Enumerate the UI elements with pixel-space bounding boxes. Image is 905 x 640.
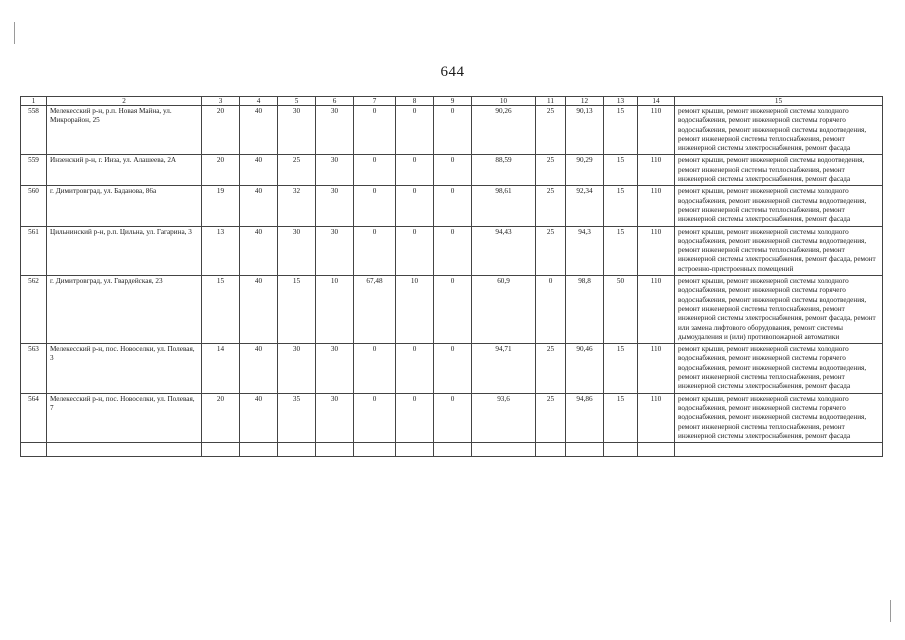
value-cell: 0 bbox=[434, 106, 472, 155]
value-cell: 20 bbox=[202, 393, 240, 442]
empty-cell bbox=[202, 443, 240, 457]
value-cell: 0 bbox=[396, 106, 434, 155]
value-cell: 40 bbox=[240, 186, 278, 226]
value-cell: 50 bbox=[604, 276, 638, 344]
col-header: 1 bbox=[21, 97, 47, 106]
row-number: 558 bbox=[21, 106, 47, 155]
value-cell: 0 bbox=[396, 344, 434, 393]
value-cell: 90,26 bbox=[472, 106, 536, 155]
value-cell: 98,8 bbox=[566, 276, 604, 344]
value-cell: 90,29 bbox=[566, 155, 604, 186]
table-row bbox=[21, 393, 883, 442]
address-cell: Цильнинский р-н, р.п. Цильна, ул. Гагарина, 3 bbox=[47, 226, 202, 275]
value-cell: 0 bbox=[354, 393, 396, 442]
col-header: 9 bbox=[434, 97, 472, 106]
works-cell: ремонт крыши, ремонт инженерной системы холодного водоснабжения, ремонт инженерной системы горячего водоснабжения, ремонт инженерной системы водоотведения, ремонт инженерной системы теплоснабжения, ремонт инженерной системы электроснабжения, ремонт фасада bbox=[675, 393, 883, 442]
col-header: 4 bbox=[240, 97, 278, 106]
value-cell: 15 bbox=[604, 344, 638, 393]
row-number: 561 bbox=[21, 226, 47, 275]
empty-cell bbox=[472, 443, 536, 457]
value-cell: 94,43 bbox=[472, 226, 536, 275]
page-number: 644 bbox=[440, 64, 465, 80]
value-cell: 30 bbox=[316, 226, 354, 275]
empty-cell bbox=[638, 443, 675, 457]
col-header: 3 bbox=[202, 97, 240, 106]
empty-cell bbox=[675, 443, 883, 457]
value-cell: 30 bbox=[278, 226, 316, 275]
value-cell: 110 bbox=[638, 344, 675, 393]
row-number: 563 bbox=[21, 344, 47, 393]
value-cell: 35 bbox=[278, 393, 316, 442]
value-cell: 88,59 bbox=[472, 155, 536, 186]
col-header: 7 bbox=[354, 97, 396, 106]
value-cell: 30 bbox=[316, 393, 354, 442]
col-header: 8 bbox=[396, 97, 434, 106]
value-cell: 110 bbox=[638, 393, 675, 442]
col-header: 13 bbox=[604, 97, 638, 106]
value-cell: 0 bbox=[434, 186, 472, 226]
value-cell: 19 bbox=[202, 186, 240, 226]
left-margin-mark bbox=[14, 22, 15, 44]
value-cell: 94,71 bbox=[472, 344, 536, 393]
row-number: 562 bbox=[21, 276, 47, 344]
value-cell: 90,46 bbox=[566, 344, 604, 393]
value-cell: 0 bbox=[354, 106, 396, 155]
empty-cell bbox=[278, 443, 316, 457]
col-header: 11 bbox=[536, 97, 566, 106]
value-cell: 14 bbox=[202, 344, 240, 393]
table-row bbox=[21, 106, 883, 155]
empty-cell bbox=[47, 443, 202, 457]
row-number: 559 bbox=[21, 155, 47, 186]
row-number: 564 bbox=[21, 393, 47, 442]
value-cell: 32 bbox=[278, 186, 316, 226]
value-cell: 0 bbox=[434, 344, 472, 393]
value-cell: 30 bbox=[316, 106, 354, 155]
value-cell: 40 bbox=[240, 393, 278, 442]
value-cell: 25 bbox=[536, 186, 566, 226]
value-cell: 15 bbox=[604, 186, 638, 226]
value-cell: 0 bbox=[396, 186, 434, 226]
value-cell: 40 bbox=[240, 276, 278, 344]
col-header: 12 bbox=[566, 97, 604, 106]
empty-cell bbox=[604, 443, 638, 457]
address-cell: Инзенский р-н, г. Инза, ул. Алашеева, 2А bbox=[47, 155, 202, 186]
empty-cell bbox=[354, 443, 396, 457]
value-cell: 0 bbox=[354, 186, 396, 226]
value-cell: 15 bbox=[202, 276, 240, 344]
works-cell: ремонт крыши, ремонт инженерной системы холодного водоснабжения, ремонт инженерной системы водоотведения, ремонт инженерной системы теплоснабжения, ремонт инженерной системы электроснабжения, ремонт фасада, ремонт встроенно-пристроенных помещений bbox=[675, 226, 883, 275]
value-cell: 30 bbox=[278, 344, 316, 393]
empty-cell bbox=[434, 443, 472, 457]
empty-cell bbox=[316, 443, 354, 457]
value-cell: 25 bbox=[536, 155, 566, 186]
row-number: 560 bbox=[21, 186, 47, 226]
value-cell: 94,3 bbox=[566, 226, 604, 275]
value-cell: 30 bbox=[278, 106, 316, 155]
value-cell: 110 bbox=[638, 276, 675, 344]
value-cell: 15 bbox=[604, 393, 638, 442]
value-cell: 60,9 bbox=[472, 276, 536, 344]
value-cell: 0 bbox=[434, 155, 472, 186]
value-cell: 30 bbox=[316, 344, 354, 393]
value-cell: 40 bbox=[240, 155, 278, 186]
address-cell: Мелекесский р-н, пос. Новоселки, ул. Полевая, 7 bbox=[47, 393, 202, 442]
address-cell: Мелекесский р-н, р.п. Новая Майна, ул. Микрорайон, 25 bbox=[47, 106, 202, 155]
value-cell: 110 bbox=[638, 106, 675, 155]
value-cell: 13 bbox=[202, 226, 240, 275]
value-cell: 92,34 bbox=[566, 186, 604, 226]
empty-cell bbox=[21, 443, 47, 457]
value-cell: 25 bbox=[536, 393, 566, 442]
works-cell: ремонт крыши, ремонт инженерной системы холодного водоснабжения, ремонт инженерной системы горячего водоснабжения, ремонт инженерной системы водоотведения, ремонт инженерной системы теплоснабжения, ремонт инженерной системы электроснабжения, ремонт фасада, ремонт или замена лифтового оборудования, ремонт системы дымоудаления и (или) противопожарной автоматики bbox=[675, 276, 883, 344]
value-cell: 10 bbox=[396, 276, 434, 344]
address-cell: г. Димитровград, ул. Гвардейская, 23 bbox=[47, 276, 202, 344]
works-cell: ремонт крыши, ремонт инженерной системы холодного водоснабжения, ремонт инженерной системы горячего водоснабжения, ремонт инженерной системы водоотведения, ремонт инженерной системы теплоснабжения, ремонт инженерной системы электроснабжения, ремонт фасада bbox=[675, 344, 883, 393]
value-cell: 40 bbox=[240, 226, 278, 275]
value-cell: 93,6 bbox=[472, 393, 536, 442]
table-row bbox=[21, 344, 883, 393]
value-cell: 25 bbox=[536, 226, 566, 275]
table-row bbox=[21, 276, 883, 344]
value-cell: 0 bbox=[434, 393, 472, 442]
value-cell: 15 bbox=[604, 106, 638, 155]
value-cell: 30 bbox=[316, 186, 354, 226]
empty-row bbox=[21, 443, 883, 457]
value-cell: 10 bbox=[316, 276, 354, 344]
value-cell: 20 bbox=[202, 155, 240, 186]
value-cell: 15 bbox=[604, 226, 638, 275]
value-cell: 30 bbox=[316, 155, 354, 186]
right-margin-mark bbox=[890, 600, 891, 622]
header-row bbox=[21, 97, 883, 106]
value-cell: 0 bbox=[354, 226, 396, 275]
table-body bbox=[21, 106, 883, 457]
value-cell: 67,48 bbox=[354, 276, 396, 344]
value-cell: 0 bbox=[396, 393, 434, 442]
works-cell: ремонт крыши, ремонт инженерной системы водоотведения, ремонт инженерной системы теплоснабжения, ремонт инженерной системы электроснабжения, ремонт фасада bbox=[675, 155, 883, 186]
col-header: 14 bbox=[638, 97, 675, 106]
value-cell: 110 bbox=[638, 226, 675, 275]
col-header: 5 bbox=[278, 97, 316, 106]
value-cell: 110 bbox=[638, 155, 675, 186]
value-cell: 94,86 bbox=[566, 393, 604, 442]
value-cell: 0 bbox=[434, 226, 472, 275]
table-row bbox=[21, 186, 883, 226]
works-cell: ремонт крыши, ремонт инженерной системы холодного водоснабжения, ремонт инженерной системы горячего водоснабжения, ремонт инженерной системы водоотведения, ремонт инженерной системы теплоснабжения, ремонт инженерной системы электроснабжения, ремонт фасада bbox=[675, 106, 883, 155]
table-row bbox=[21, 155, 883, 186]
value-cell: 0 bbox=[396, 226, 434, 275]
empty-cell bbox=[396, 443, 434, 457]
value-cell: 0 bbox=[536, 276, 566, 344]
value-cell: 15 bbox=[278, 276, 316, 344]
value-cell: 25 bbox=[278, 155, 316, 186]
value-cell: 0 bbox=[434, 276, 472, 344]
address-cell: Мелекесский р-н, пос. Новоселки, ул. Полевая, 3 bbox=[47, 344, 202, 393]
value-cell: 25 bbox=[536, 106, 566, 155]
works-cell: ремонт крыши, ремонт инженерной системы холодного водоснабжения, ремонт инженерной системы водоотведения, ремонт инженерной системы теплоснабжения, ремонт инженерной системы электроснабжения, ремонт фасада bbox=[675, 186, 883, 226]
value-cell: 40 bbox=[240, 106, 278, 155]
value-cell: 40 bbox=[240, 344, 278, 393]
value-cell: 15 bbox=[604, 155, 638, 186]
col-header: 15 bbox=[675, 97, 883, 106]
register-table bbox=[20, 96, 883, 457]
address-cell: г. Димитровград, ул. Баданова, 86а bbox=[47, 186, 202, 226]
value-cell: 0 bbox=[354, 344, 396, 393]
value-cell: 98,61 bbox=[472, 186, 536, 226]
col-header: 2 bbox=[47, 97, 202, 106]
value-cell: 20 bbox=[202, 106, 240, 155]
empty-cell bbox=[566, 443, 604, 457]
empty-cell bbox=[240, 443, 278, 457]
empty-cell bbox=[536, 443, 566, 457]
col-header: 6 bbox=[316, 97, 354, 106]
col-header: 10 bbox=[472, 97, 536, 106]
value-cell: 0 bbox=[396, 155, 434, 186]
value-cell: 0 bbox=[354, 155, 396, 186]
value-cell: 90,13 bbox=[566, 106, 604, 155]
value-cell: 110 bbox=[638, 186, 675, 226]
table-row bbox=[21, 226, 883, 275]
value-cell: 25 bbox=[536, 344, 566, 393]
